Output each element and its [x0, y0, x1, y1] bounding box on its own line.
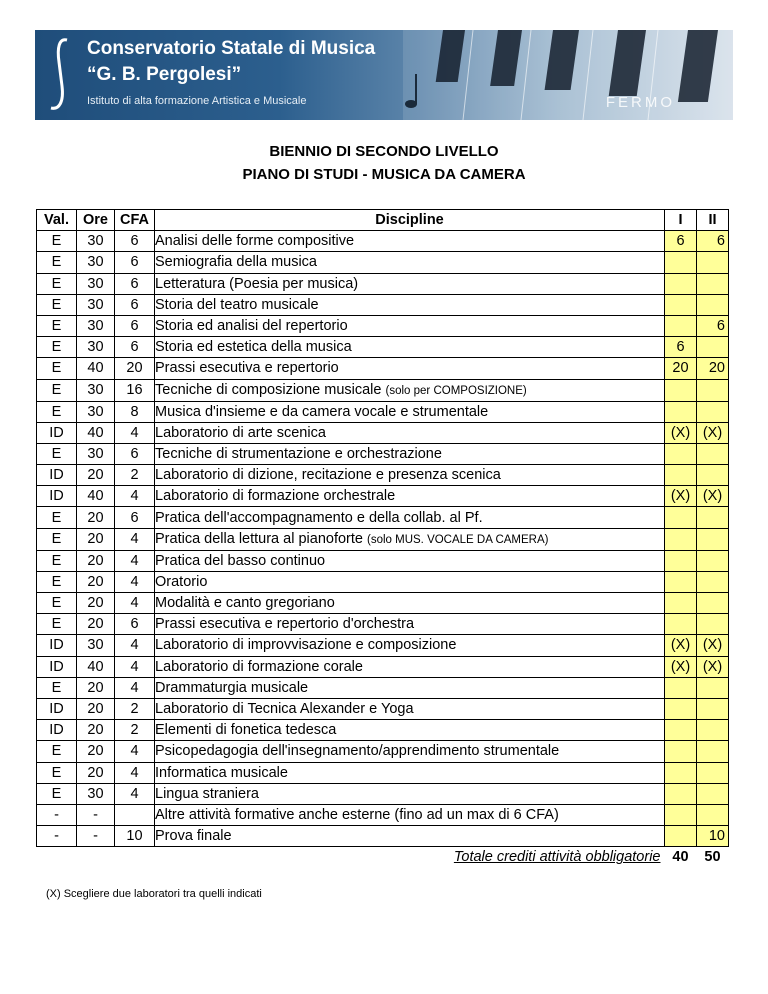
cell-year-2: (X)	[697, 422, 729, 443]
institution-name: Conservatorio Statale di Musica	[87, 38, 376, 59]
cell-ore: 30	[77, 252, 115, 273]
cell-discipline	[155, 294, 665, 315]
cell-ore: 30	[77, 231, 115, 252]
cell-year-1	[665, 507, 697, 528]
cell-year-1	[665, 783, 697, 804]
cell-val: -	[37, 804, 77, 825]
col-header-val: Val.	[37, 210, 77, 231]
cell-cfa: 10	[115, 826, 155, 847]
cell-discipline	[155, 486, 665, 507]
cell-year-2	[697, 614, 729, 635]
cell-year-1	[665, 550, 697, 571]
table-row	[37, 294, 729, 315]
cell-ore: 30	[77, 273, 115, 294]
cell-year-1	[665, 401, 697, 422]
table-row	[37, 614, 729, 635]
cell-year-1	[665, 720, 697, 741]
cell-discipline	[155, 252, 665, 273]
cell-ore: 20	[77, 762, 115, 783]
discipline-name: Laboratorio di improvvisazione e composizione	[155, 637, 457, 654]
cell-ore: -	[77, 826, 115, 847]
cell-cfa: 6	[115, 231, 155, 252]
cell-year-2	[697, 741, 729, 762]
cell-val: E	[37, 614, 77, 635]
table-row	[37, 486, 729, 507]
cell-year-2: 10	[697, 826, 729, 847]
cell-year-1: (X)	[665, 422, 697, 443]
cell-val: ID	[37, 422, 77, 443]
cell-year-2	[697, 571, 729, 592]
cell-year-2	[697, 677, 729, 698]
cell-year-2	[697, 252, 729, 273]
col-header-cfa: CFA	[115, 210, 155, 231]
total-year-1: 40	[672, 849, 689, 866]
cell-ore: 40	[77, 358, 115, 379]
cell-cfa: 6	[115, 507, 155, 528]
total-row	[37, 847, 729, 868]
cell-val: E	[37, 379, 77, 401]
cell-cfa: 4	[115, 593, 155, 614]
cell-cfa: 4	[115, 635, 155, 656]
cell-year-2	[697, 698, 729, 719]
cell-year-2: (X)	[697, 486, 729, 507]
discipline-name: Storia ed analisi del repertorio	[155, 318, 348, 335]
cell-cfa: 8	[115, 401, 155, 422]
table-row	[37, 741, 729, 762]
discipline-name: Altre attività formative anche esterne (fino ad un max di 6 CFA)	[155, 806, 559, 823]
cell-ore: 30	[77, 635, 115, 656]
cell-year-2	[697, 379, 729, 401]
discipline-name: Storia del teatro musicale	[155, 296, 319, 313]
cell-year-1: 6	[665, 337, 697, 358]
table-row	[37, 677, 729, 698]
cell-cfa: 4	[115, 783, 155, 804]
cell-ore: 20	[77, 571, 115, 592]
piano-keys-image	[403, 30, 733, 120]
cell-discipline	[155, 337, 665, 358]
footnote: (X) Scegliere due laboratori tra quelli indicati	[46, 888, 262, 900]
table-row	[37, 528, 729, 550]
cell-val: ID	[37, 486, 77, 507]
cell-cfa: 6	[115, 252, 155, 273]
cell-discipline	[155, 698, 665, 719]
table-row	[37, 550, 729, 571]
discipline-name: Letteratura (Poesia per musica)	[155, 275, 359, 292]
cell-year-2	[697, 550, 729, 571]
table-row	[37, 465, 729, 486]
cell-val: E	[37, 315, 77, 336]
cell-val: ID	[37, 656, 77, 677]
cell-year-2: 6	[697, 315, 729, 336]
header-banner	[35, 30, 733, 120]
table-row	[37, 593, 729, 614]
table-row	[37, 252, 729, 273]
cell-year-1	[665, 528, 697, 550]
cell-ore: 20	[77, 720, 115, 741]
col-header-year-2: II	[697, 210, 729, 231]
cell-ore: 30	[77, 401, 115, 422]
cell-cfa: 4	[115, 422, 155, 443]
cell-year-2	[697, 528, 729, 550]
cell-cfa: 4	[115, 528, 155, 550]
cell-year-2: (X)	[697, 635, 729, 656]
cell-val: E	[37, 571, 77, 592]
table-row	[37, 720, 729, 741]
cell-year-1: 20	[665, 358, 697, 379]
discipline-name: Pratica dell'accompagnamento e della collab. al Pf.	[155, 509, 483, 526]
cell-year-2	[697, 273, 729, 294]
cell-cfa: 6	[115, 443, 155, 464]
cell-discipline	[155, 677, 665, 698]
discipline-name: Prova finale	[155, 828, 232, 845]
cell-cfa: 6	[115, 294, 155, 315]
cell-val: E	[37, 550, 77, 571]
cell-discipline	[155, 379, 665, 401]
cell-year-1	[665, 315, 697, 336]
table-row	[37, 273, 729, 294]
cell-year-1	[665, 443, 697, 464]
cell-ore: 20	[77, 507, 115, 528]
cell-cfa: 2	[115, 720, 155, 741]
discipline-name: Pratica del basso continuo	[155, 552, 326, 569]
program-level-heading: BIENNIO DI SECONDO LIVELLO	[269, 143, 499, 160]
cell-val: E	[37, 762, 77, 783]
cell-discipline	[155, 273, 665, 294]
cell-discipline	[155, 550, 665, 571]
cell-discipline	[155, 762, 665, 783]
cell-year-1: (X)	[665, 656, 697, 677]
cell-val: E	[37, 677, 77, 698]
institution-subtitle: Istituto di alta formazione Artistica e Musicale	[87, 95, 307, 107]
cell-discipline	[155, 465, 665, 486]
cell-year-2	[697, 507, 729, 528]
discipline-name: Tecniche di strumentazione e orchestrazione	[155, 445, 442, 462]
cell-discipline	[155, 528, 665, 550]
cell-year-2	[697, 337, 729, 358]
cell-year-1	[665, 465, 697, 486]
cell-year-2	[697, 443, 729, 464]
cell-ore: 20	[77, 528, 115, 550]
total-label: Totale crediti attività obbligatorie	[453, 849, 661, 866]
table-row	[37, 804, 729, 825]
cell-val: E	[37, 741, 77, 762]
cell-discipline	[155, 593, 665, 614]
discipline-name: Psicopedagogia dell'insegnamento/apprendimento strumentale	[155, 743, 560, 760]
discipline-name: Tecniche di composizione musicale	[155, 381, 382, 398]
cell-val: -	[37, 826, 77, 847]
table-row	[37, 826, 729, 847]
col-header-ore: Ore	[77, 210, 115, 231]
table-header-row	[37, 210, 729, 231]
cell-cfa: 4	[115, 486, 155, 507]
table-row	[37, 401, 729, 422]
cell-year-2	[697, 804, 729, 825]
cell-discipline	[155, 422, 665, 443]
cell-ore: 30	[77, 379, 115, 401]
cell-ore: 30	[77, 337, 115, 358]
col-header-year-1: I	[665, 210, 697, 231]
table-row	[37, 443, 729, 464]
cell-discipline	[155, 507, 665, 528]
cell-ore: 20	[77, 465, 115, 486]
cell-year-1	[665, 379, 697, 401]
discipline-name: Laboratorio di formazione orchestrale	[155, 488, 396, 505]
cell-year-2	[697, 720, 729, 741]
city-label: FERMO	[605, 94, 675, 111]
cell-cfa: 4	[115, 677, 155, 698]
cell-discipline	[155, 401, 665, 422]
discipline-name: Modalità e canto gregoriano	[155, 595, 335, 612]
cell-year-2: (X)	[697, 656, 729, 677]
total-year-2: 50	[704, 849, 721, 866]
discipline-name: Drammaturgia musicale	[155, 679, 309, 696]
table-row	[37, 422, 729, 443]
cell-year-1	[665, 294, 697, 315]
cell-cfa: 4	[115, 550, 155, 571]
institution-dedication: “G. B. Pergolesi”	[87, 64, 242, 85]
cell-year-2: 20	[697, 358, 729, 379]
cell-ore: 20	[77, 550, 115, 571]
cell-cfa: 20	[115, 358, 155, 379]
cell-discipline	[155, 741, 665, 762]
discipline-name: Informatica musicale	[155, 764, 288, 781]
discipline-name: Pratica della lettura al pianoforte	[155, 530, 363, 547]
discipline-name: Lingua straniera	[155, 785, 259, 802]
table-row	[37, 783, 729, 804]
cell-val: E	[37, 358, 77, 379]
cell-cfa	[115, 804, 155, 825]
cell-year-2	[697, 593, 729, 614]
cell-cfa: 16	[115, 379, 155, 401]
cell-val: E	[37, 294, 77, 315]
discipline-name: Prassi esecutiva e repertorio	[155, 360, 339, 377]
cell-ore: 20	[77, 677, 115, 698]
cell-val: ID	[37, 635, 77, 656]
cell-discipline	[155, 783, 665, 804]
discipline-name: Laboratorio di formazione corale	[155, 658, 363, 675]
table-row	[37, 507, 729, 528]
study-plan-heading: PIANO DI STUDI - MUSICA DA CAMERA	[242, 166, 526, 183]
table-row	[37, 762, 729, 783]
discipline-name: Musica d'insieme e da camera vocale e strumentale	[155, 403, 489, 420]
cell-val: E	[37, 593, 77, 614]
cell-discipline	[155, 231, 665, 252]
cell-year-2	[697, 465, 729, 486]
cell-cfa: 6	[115, 315, 155, 336]
cell-val: E	[37, 507, 77, 528]
cell-cfa: 4	[115, 762, 155, 783]
cell-ore: 20	[77, 614, 115, 635]
table-row	[37, 315, 729, 336]
table-body	[37, 231, 729, 847]
discipline-name: Prassi esecutiva e repertorio d'orchestra	[155, 616, 415, 633]
cell-ore: 40	[77, 486, 115, 507]
cell-cfa: 6	[115, 273, 155, 294]
cell-cfa: 2	[115, 698, 155, 719]
discipline-name: Storia ed estetica della musica	[155, 339, 352, 356]
cell-val: ID	[37, 465, 77, 486]
cell-ore: 20	[77, 593, 115, 614]
cell-year-1: (X)	[665, 635, 697, 656]
cell-discipline	[155, 720, 665, 741]
cell-year-1: 6	[665, 231, 697, 252]
discipline-note: (solo per COMPOSIZIONE)	[385, 384, 527, 397]
cell-year-1: (X)	[665, 486, 697, 507]
table-row	[37, 337, 729, 358]
cell-year-2	[697, 401, 729, 422]
col-header-discipline: Discipline	[155, 210, 665, 231]
cell-discipline	[155, 635, 665, 656]
cell-ore: 30	[77, 443, 115, 464]
cell-ore: 30	[77, 294, 115, 315]
cell-val: ID	[37, 720, 77, 741]
cell-val: E	[37, 252, 77, 273]
cell-cfa: 6	[115, 614, 155, 635]
cell-cfa: 6	[115, 337, 155, 358]
cell-discipline	[155, 804, 665, 825]
cell-year-1	[665, 273, 697, 294]
cell-discipline	[155, 826, 665, 847]
cell-year-1	[665, 826, 697, 847]
cell-val: E	[37, 337, 77, 358]
discipline-note: (solo MUS. VOCALE DA CAMERA)	[367, 533, 549, 546]
cell-year-2	[697, 762, 729, 783]
cell-ore: -	[77, 804, 115, 825]
cell-discipline	[155, 656, 665, 677]
cell-cfa: 2	[115, 465, 155, 486]
cell-val: ID	[37, 698, 77, 719]
cell-discipline	[155, 315, 665, 336]
cell-ore: 40	[77, 656, 115, 677]
discipline-name: Laboratorio di Tecnica Alexander e Yoga	[155, 701, 414, 718]
integral-logo-icon	[41, 34, 79, 114]
cell-val: E	[37, 443, 77, 464]
cell-val: E	[37, 231, 77, 252]
discipline-name: Laboratorio di arte scenica	[155, 424, 326, 441]
cell-year-2	[697, 783, 729, 804]
cell-year-2: 6	[697, 231, 729, 252]
cell-val: E	[37, 273, 77, 294]
table-row	[37, 635, 729, 656]
cell-year-1	[665, 614, 697, 635]
cell-ore: 30	[77, 783, 115, 804]
table-row	[37, 358, 729, 379]
cell-discipline	[155, 571, 665, 592]
cell-year-1	[665, 698, 697, 719]
cell-ore: 20	[77, 741, 115, 762]
cell-ore: 20	[77, 698, 115, 719]
cell-year-1	[665, 741, 697, 762]
cell-cfa: 4	[115, 741, 155, 762]
cell-discipline	[155, 443, 665, 464]
discipline-name: Semiografia della musica	[155, 254, 317, 271]
discipline-name: Laboratorio di dizione, recitazione e presenza scenica	[155, 467, 501, 484]
study-plan-table	[36, 209, 729, 867]
cell-val: E	[37, 401, 77, 422]
cell-val: E	[37, 528, 77, 550]
cell-ore: 30	[77, 315, 115, 336]
cell-cfa: 4	[115, 571, 155, 592]
table-row	[37, 231, 729, 252]
cell-cfa: 4	[115, 656, 155, 677]
cell-discipline	[155, 614, 665, 635]
discipline-name: Analisi delle forme compositive	[155, 233, 355, 250]
table-row	[37, 379, 729, 401]
cell-year-1	[665, 804, 697, 825]
cell-year-2	[697, 294, 729, 315]
cell-val: E	[37, 783, 77, 804]
cell-year-1	[665, 252, 697, 273]
cell-year-1	[665, 762, 697, 783]
table-row	[37, 571, 729, 592]
cell-year-1	[665, 593, 697, 614]
table-row	[37, 698, 729, 719]
cell-year-1	[665, 571, 697, 592]
cell-ore: 40	[77, 422, 115, 443]
discipline-name: Elementi di fonetica tedesca	[155, 722, 337, 739]
discipline-name: Oratorio	[155, 573, 208, 590]
cell-discipline	[155, 358, 665, 379]
cell-year-1	[665, 677, 697, 698]
table-row	[37, 656, 729, 677]
